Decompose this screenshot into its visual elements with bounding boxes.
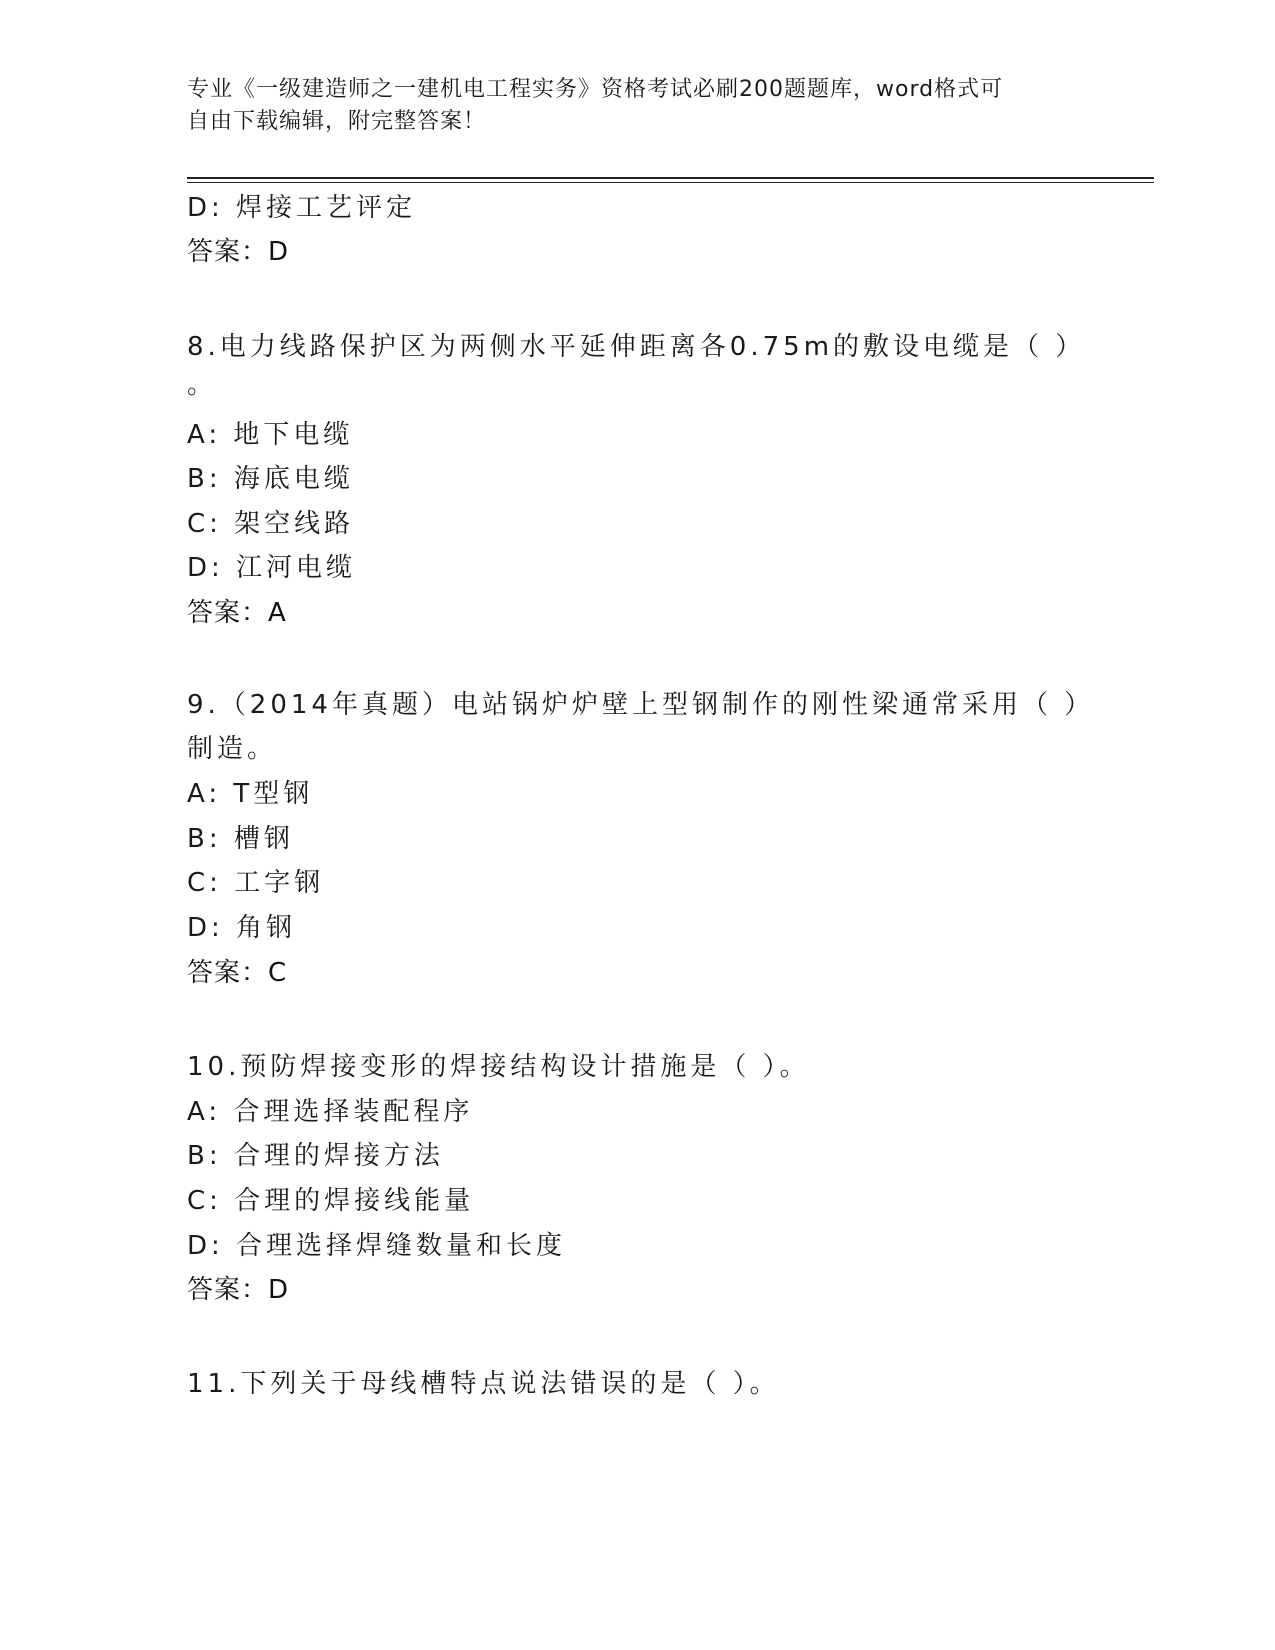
q8-option-d: D: 江河电缆 (187, 553, 357, 583)
q10-answer: 答案：D (187, 1275, 290, 1305)
header-line-1: 专业《一级建造师之一建机电工程实务》资格考试必刷200题题库，word格式可 (187, 77, 1004, 102)
header-divider-thin (187, 182, 1154, 183)
q8-option-b: B: 海底电缆 (187, 464, 354, 494)
q7-option-d: D: 焊接工艺评定 (187, 193, 417, 223)
q9-stem-line-2: 制造。 (187, 734, 278, 764)
q9-option-c: C: 工字钢 (187, 868, 325, 898)
q9-answer: 答案：C (187, 958, 288, 988)
q11-stem: 11.下列关于母线槽特点说法错误的是（ ）。 (187, 1369, 780, 1399)
header-divider-thick (187, 177, 1154, 179)
q8-stem-line-1: 8.电力线路保护区为两侧水平延伸距离各0.75m的敷设电缆是（ ） (187, 332, 1086, 362)
q8-answer: 答案：A (187, 598, 287, 628)
q9-option-a: A: T型钢 (187, 779, 314, 809)
q9-option-d: D: 角钢 (187, 913, 297, 943)
q8-option-c: C: 架空线路 (187, 509, 355, 539)
document-header (187, 74, 1067, 138)
q10-option-b: B: 合理的焊接方法 (187, 1141, 444, 1171)
q8-stem-line-2: 。 (187, 370, 218, 400)
q8-option-a: A: 地下电缆 (187, 420, 354, 450)
q9-option-b: B: 槽钢 (187, 824, 294, 854)
q10-option-a: A: 合理选择装配程序 (187, 1097, 474, 1127)
q7-answer: 答案：D (187, 237, 290, 267)
q9-stem-line-1: 9.（2014年真题）电站锅炉炉壁上型钢制作的刚性梁通常采用（ ） (187, 690, 1095, 720)
q10-stem: 10.预防焊接变形的焊接结构设计措施是（ ）。 (187, 1052, 810, 1082)
q10-option-d: D: 合理选择焊缝数量和长度 (187, 1231, 567, 1261)
q10-option-c: C: 合理的焊接线能量 (187, 1186, 475, 1216)
header-line-2: 自由下载编辑，附完整答案！ (187, 109, 487, 134)
